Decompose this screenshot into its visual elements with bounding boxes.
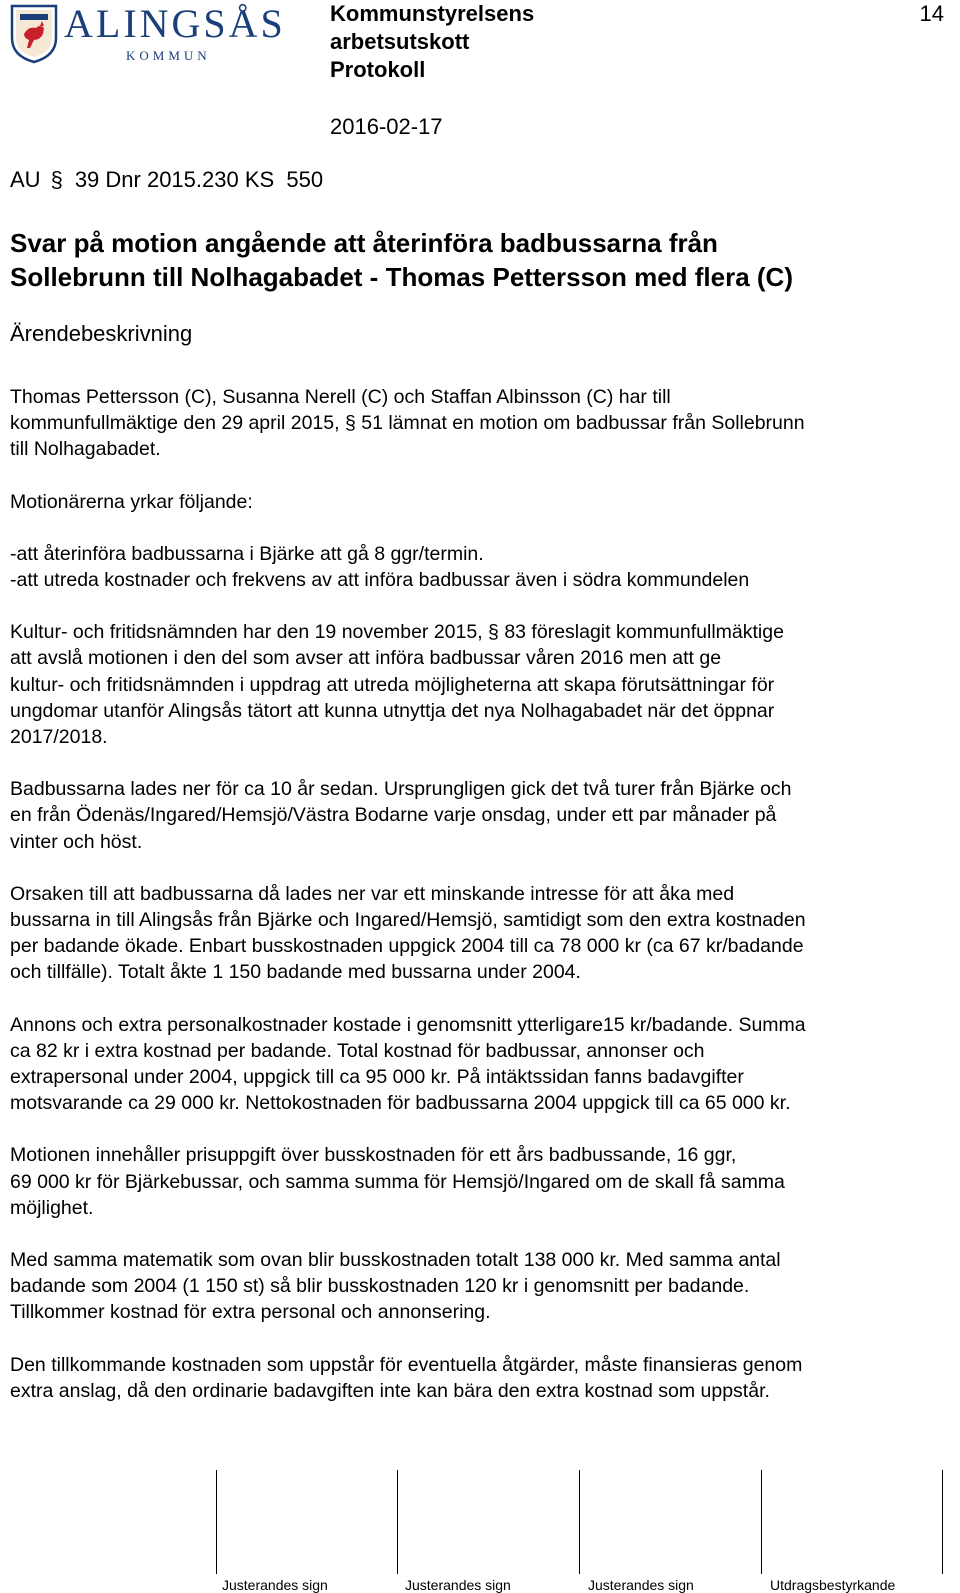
text-line: extra anslag, då den ordinarie badavgiften inte kan bära den extra kostnad som uppstår. bbox=[10, 1379, 770, 1402]
list-item: -att utreda kostnader och frekvens av att införa badbussar även i södra kommundelen bbox=[10, 569, 750, 592]
text-line: Motionärerna yrkar följande: bbox=[10, 490, 253, 513]
text-line: till Nolhagabadet. bbox=[10, 438, 161, 461]
logo-subtitle: KOMMUN bbox=[126, 48, 211, 63]
text-line: badande som 2004 (1 150 st) så blir busskostnaden 120 kr i genomsnitt per badande. bbox=[10, 1275, 750, 1298]
page-number: 14 bbox=[919, 1, 944, 26]
text-line: en från Ödenäs/Ingared/Hemsjö/Västra Bodarne varje onsdag, under ett par månader på bbox=[10, 804, 777, 827]
meeting-date: 2016-02-17 bbox=[330, 114, 443, 139]
text-span: 83 föreslagit kommunfullmäktige bbox=[504, 621, 784, 644]
text-line: möjlighet. bbox=[10, 1196, 94, 1219]
header-titles bbox=[330, 0, 534, 84]
paragraph bbox=[10, 541, 950, 593]
text-line: 69 000 kr för Bjärkebussar, och samma summa för Hemsjö/Ingared om de skall få samma bbox=[10, 1170, 785, 1193]
text-line: Tillkommer kostnad för extra personal och annonsering. bbox=[10, 1301, 491, 1324]
attestation-label: Utdragsbestyrkande bbox=[770, 1577, 896, 1593]
signature-divider bbox=[579, 1470, 580, 1574]
text-span: Kultur- och fritidsnämnden har den 19 november 2015, bbox=[10, 621, 483, 644]
text-line: att avslå motionen i den del som avser att införa badbussar våren 2016 men att ge bbox=[10, 647, 722, 670]
case-reference bbox=[10, 166, 323, 194]
paragraph bbox=[10, 384, 950, 463]
section-sign-icon: § bbox=[50, 167, 63, 192]
header-title-line: Kommunstyrelsens bbox=[330, 1, 535, 26]
text-span: kommunfullmäktige den 29 april 2015, bbox=[10, 412, 340, 435]
text-line: Den tillkommande kostnaden som uppstår för eventuella åtgärder, måste finansieras genom bbox=[10, 1353, 803, 1376]
paragraph bbox=[10, 489, 950, 515]
section-sign-icon: § bbox=[488, 621, 499, 644]
title-line: Sollebrunn till Nolhagabadet - Thomas Pettersson med flera (C) bbox=[10, 262, 793, 292]
coat-of-arms-icon bbox=[10, 4, 58, 64]
paragraph bbox=[10, 1142, 950, 1221]
signature-divider bbox=[216, 1470, 217, 1574]
text-line: Med samma matematik som ovan blir busskostnaden totalt 138 000 kr. Med samma antal bbox=[10, 1249, 781, 1272]
title-line: Svar på motion angående att återinföra badbussarna från bbox=[10, 228, 718, 258]
section-heading: Ärendebeskrivning bbox=[10, 321, 193, 346]
text-line bbox=[10, 410, 950, 436]
text-line: och tillfälle). Totalt åkte 1 150 badande med bussarna under 2004. bbox=[10, 961, 581, 984]
text-line bbox=[10, 619, 950, 645]
text-line: extrapersonal under 2004, uppgick till ca 95 000 kr. På intäktssidan fanns badavgifter bbox=[10, 1066, 744, 1089]
case-prefix: AU bbox=[10, 167, 41, 192]
text-line: Orsaken till att badbussarna då lades ner var ett minskande intresse för att åka med bbox=[10, 882, 735, 905]
signature-divider bbox=[942, 1470, 943, 1574]
text-line: Annons och extra personalkostnader kostade i genomsnitt ytterligare15 kr/badande. Summa bbox=[10, 1013, 806, 1036]
paragraph bbox=[10, 776, 950, 855]
signature-divider bbox=[761, 1470, 762, 1574]
signature-label: Justerandes sign bbox=[405, 1577, 511, 1593]
text-line: per badande ökade. Enbart busskostnaden uppgick 2004 till ca 78 000 kr (ca 67 kr/badande bbox=[10, 935, 804, 958]
list-item: -att återinföra badbussarna i Bjärke att gå 8 ggr/termin. bbox=[10, 542, 484, 565]
header-title-line: arbetsutskott bbox=[330, 29, 470, 54]
text-line: motsvarande ca 29 000 kr. Nettokostnaden för badbussarna 2004 uppgick till ca 65 000 kr. bbox=[10, 1092, 791, 1115]
text-line: bussarna in till Alingsås från Bjärke och Ingared/Hemsjö, samtidigt som den extra kostnaden bbox=[10, 909, 806, 932]
paragraph bbox=[10, 1352, 950, 1404]
paragraph bbox=[10, 1012, 950, 1117]
text-line: kultur- och fritidsnämnden i uppdrag att utreda möjligheterna att skapa förutsättningar för bbox=[10, 673, 775, 696]
header-title-line: Protokoll bbox=[330, 57, 426, 82]
logo-wordmark: ALINGSÅS bbox=[64, 1, 286, 46]
signature-label: Justerandes sign bbox=[588, 1577, 694, 1593]
signature-area bbox=[0, 1470, 960, 1587]
case-number: 39 Dnr 2015.230 KS 550 bbox=[74, 167, 324, 192]
paragraph bbox=[10, 1247, 950, 1326]
signature-divider bbox=[397, 1470, 398, 1574]
paragraph bbox=[10, 619, 950, 750]
signature-label: Justerandes sign bbox=[222, 1577, 328, 1593]
document-body bbox=[10, 384, 950, 1404]
text-line: 2017/2018. bbox=[10, 726, 108, 749]
text-line: Thomas Pettersson (C), Susanna Nerell (C) och Staffan Albinsson (C) har till bbox=[10, 386, 671, 408]
text-line: ca 82 kr i extra kostnad per badande. Total kostnad för badbussar, annonser och bbox=[10, 1039, 705, 1062]
paragraph bbox=[10, 881, 950, 986]
text-line: vinter och höst. bbox=[10, 830, 143, 853]
text-span: 51 lämnat en motion om badbussar från Sollebrunn bbox=[361, 412, 805, 435]
section-sign-icon: § bbox=[344, 412, 356, 435]
page-title bbox=[10, 226, 940, 294]
text-line: Badbussarna lades ner för ca 10 år sedan. Ursprungligen gick det två turer från Bjärke och bbox=[10, 778, 792, 801]
text-line: Motionen innehåller prisuppgift över busskostnaden för ett års badbussande, 16 ggr, bbox=[10, 1144, 737, 1167]
text-line: ungdomar utanför Alingsås tätort att kunna utnyttja det nya Nolhagabadet när det öppnar bbox=[10, 699, 775, 722]
municipality-logo bbox=[10, 1, 290, 68]
